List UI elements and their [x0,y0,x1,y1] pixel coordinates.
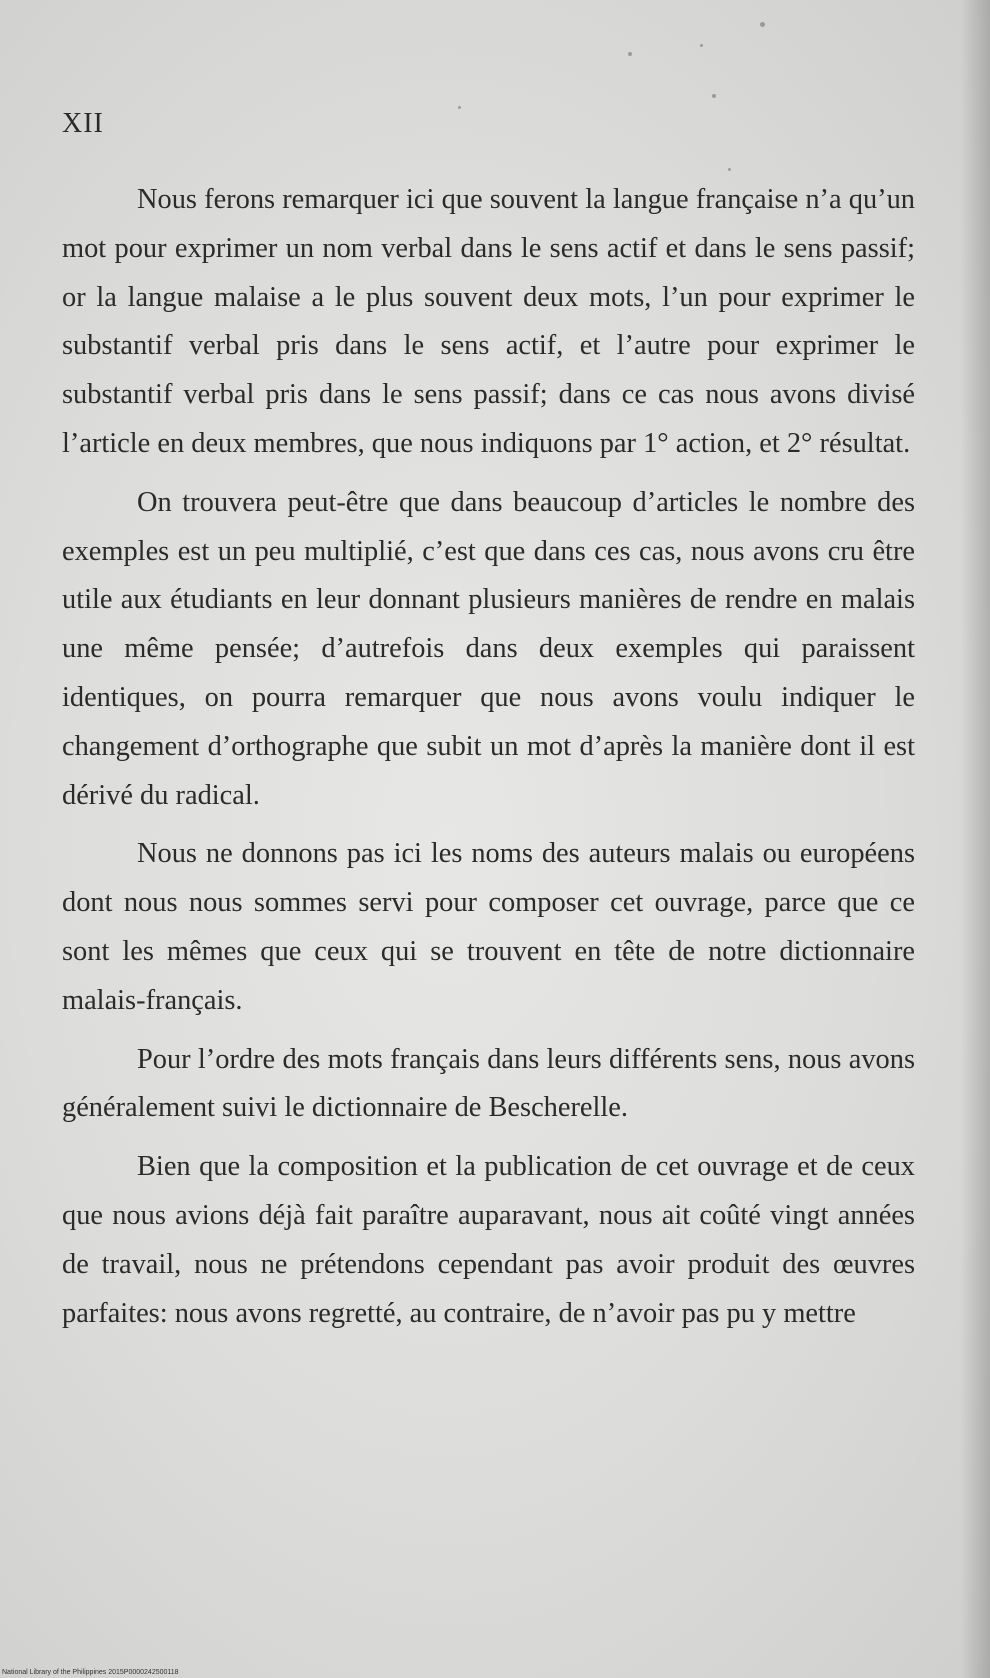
paper-speck [628,52,632,56]
page-edge-shadow [960,0,990,1678]
paper-speck [728,168,731,171]
paragraph: On trouvera peut-être que dans beaucoup d’articles le nombre des exemples est un peu multiplié, c’est que dans ces cas, nous avons cru être utile aux étudiants en leur donnant plusieurs manières de rendre en malais une même pensée; d’autrefois dans deux exemples qui paraissent identiques, on pourra remarquer que nous avons voulu indiquer le changement d’orthographe que subit un mot d’après la manière dont il est dérivé du radical. [62,486,915,811]
body-text [62,176,915,1348]
paper-speck [700,44,703,47]
paragraph: Nous ne donnons pas ici les noms des auteurs malais ou européens dont nous nous sommes servi pour composer cet ouvrage, parce que ce sont les mêmes que ceux qui se trouvent en tête de notre dictionnaire malais-français. [62,838,915,1016]
paper-speck [712,94,716,98]
paper-speck [760,22,765,27]
library-credit: National Library of the Philippines 2015P0000242500118 [2,1669,179,1676]
paragraph: Pour l’ordre des mots français dans leurs différents sens, nous avons généralement suivi le dictionnaire de Bescherelle. [62,1043,915,1124]
paper-speck [458,106,461,109]
paragraph: Bien que la composition et la publication de cet ouvrage et de ceux que nous avions déjà fait paraître auparavant, nous ait coûté vingt années de travail, nous ne prétendons cependant pas avoir produit des œuvres parfaites: nous avons regretté, au contraire, de n’avoir pas pu y mettre [62,1151,915,1329]
page-number: XII [62,108,104,139]
paragraph: Nous ferons remarquer ici que souvent la langue française n’a qu’un mot pour exprimer un nom verbal dans le sens actif et dans le sens passif; or la langue malaise a le plus souvent deux mots, l’un pour exprimer le substantif verbal pris dans le sens actif, et l’autre pour exprimer le substantif verbal pris dans le sens passif; dans ce cas nous avons divisé l’article en deux membres, que nous indiquons par 1° action, et 2° résultat. [62,184,915,459]
